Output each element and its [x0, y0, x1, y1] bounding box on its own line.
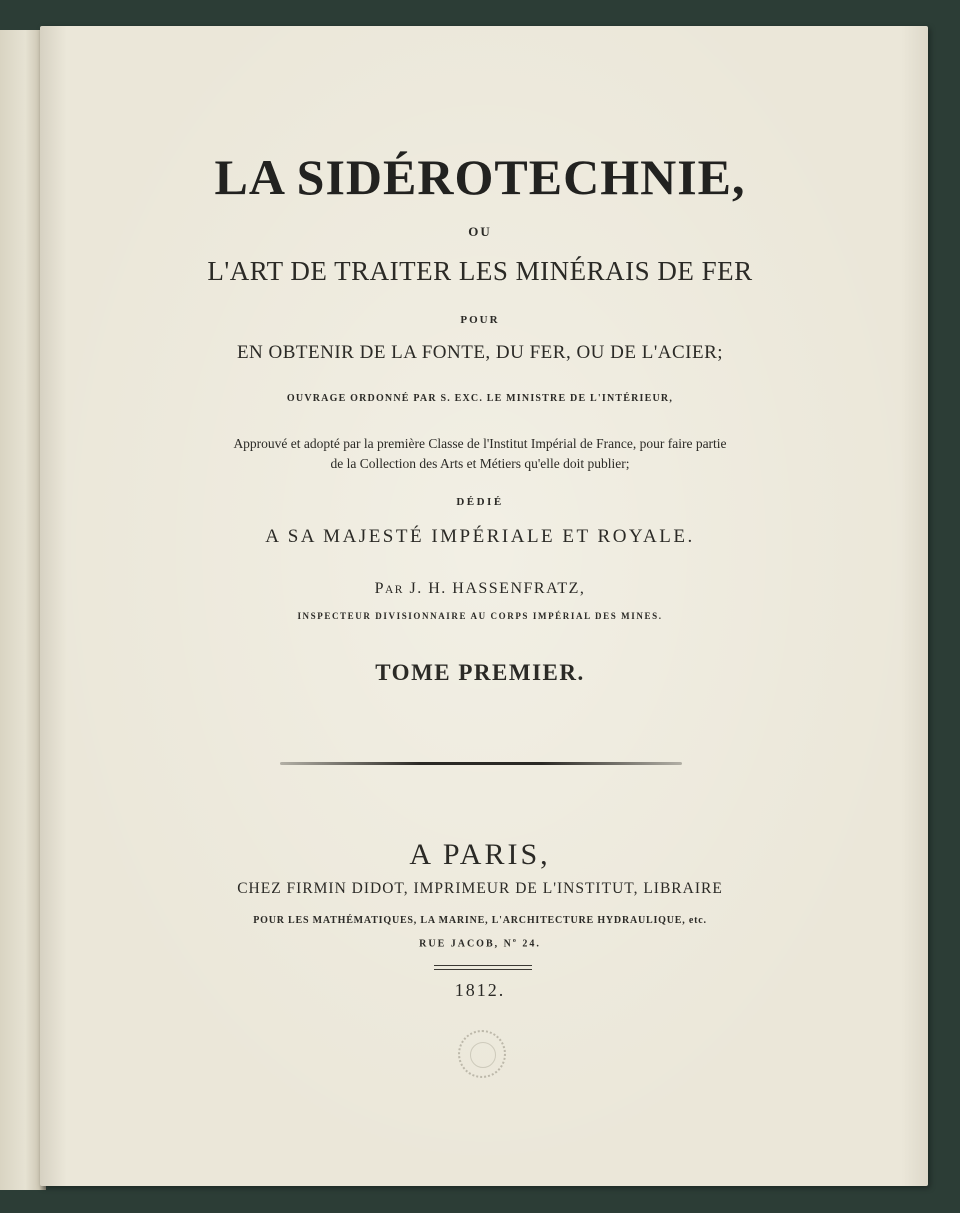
book-subtitle: L'ART DE TRAITER LES MINÉRAIS DE FER [207, 256, 753, 286]
address-street: RUE JACOB, N [419, 938, 513, 950]
approval-text [0, 434, 960, 474]
library-stamp [458, 1030, 506, 1078]
author-prefix-lead: P [374, 580, 385, 597]
volume-label: TOME PREMIER. [375, 660, 585, 685]
purpose-line: EN OBTENIR DE LA FONTE, DU FER, OU DE L'ACIER; [236, 342, 724, 363]
imprint-city: A PARIS, [409, 838, 551, 871]
book-title: LA SIDÉROTECHNIE, [214, 149, 746, 205]
imprint-address [0, 938, 960, 949]
author-name: J. H. HASSENFRATZ, [409, 580, 586, 597]
small-double-rule [434, 965, 532, 970]
commission-line: OUVRAGE ORDONNÉ PAR S. EXC. LE MINISTRE DE L'INTÉRIEUR, [286, 393, 674, 404]
imprint-year: 1812. [454, 980, 506, 1000]
conjunction-ou: OU [468, 224, 492, 239]
imprint-publisher: CHEZ FIRMIN DIDOT, IMPRIMEUR DE L'INSTITUT, LIBRAIRE [237, 880, 723, 897]
conjunction-pour: POUR [460, 314, 500, 326]
dedie-label: DÉDIÉ [456, 496, 504, 508]
approval-line-2: de la Collection des Arts et Métiers qu'elle doit publier; [330, 456, 630, 471]
imprint-specialties: POUR LES MATHÉMATIQUES, LA MARINE, L'ARCHITECTURE HYDRAULIQUE, etc. [253, 915, 707, 926]
author-title: INSPECTEUR DIVISIONNAIRE AU CORPS IMPÉRIAL DES MINES. [297, 611, 663, 621]
decorative-rule [280, 762, 682, 765]
address-number: 24. [517, 938, 541, 950]
author-prefix-rest: AR [384, 584, 404, 596]
author-line [0, 580, 960, 598]
address-superscript: o [512, 938, 518, 944]
dedication-line: A SA MAJESTÉ IMPÉRIALE ET ROYALE. [265, 526, 695, 547]
approval-line-1: Approuvé et adopté par la première Classe de l'Institut Impérial de France, pour faire partie [233, 436, 727, 451]
